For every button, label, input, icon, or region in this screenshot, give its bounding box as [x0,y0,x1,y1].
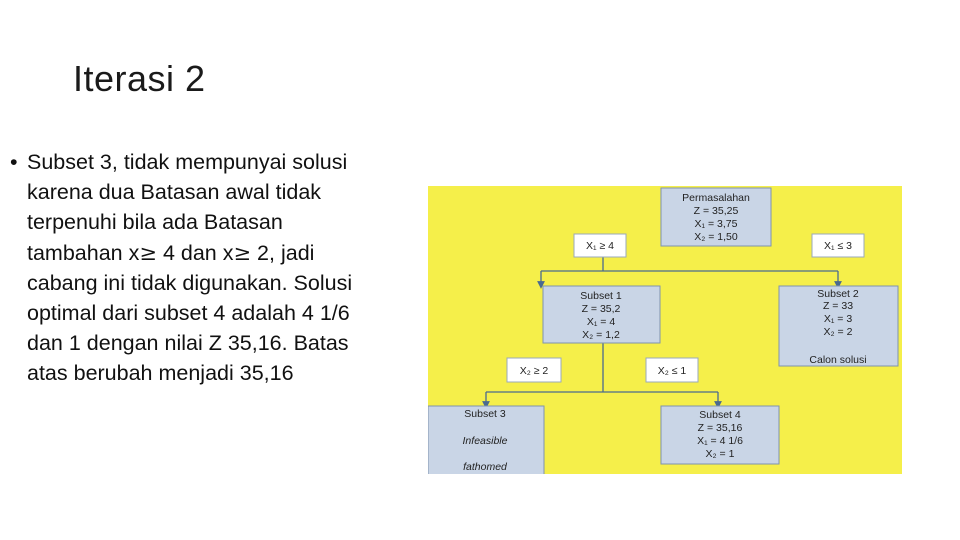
bullet-line-4-part-b: 4 dan x [156,240,234,265]
bullet-line-2: karena dua Batasan awal tidak [27,180,322,205]
ge-symbol-1: ≥ [139,240,157,265]
subset-1-x2: X₂ = 1,2 [582,329,620,341]
branch-and-bound-tree-diagram [428,186,902,474]
bullet-line-8: atas berubah menjadi 35,16 [27,361,294,386]
subset-1-node [543,286,660,343]
root-x1: X₁ = 3,75 [694,218,738,230]
subset-2-node [779,286,898,366]
bullet-marker: • [10,150,18,174]
label-x2-ge-2-text: X₂ ≥ 2 [519,365,549,377]
subset-4-title: Subset 4 [699,409,741,421]
subset-3-status-infeasible: Infeasible [462,435,508,447]
subset-2-title: Subset 2 [817,288,859,300]
subset-3-status-fathomed: fathomed [463,461,507,473]
bullet-line-3: terpenuhi bila ada Batasan [27,210,283,235]
label-x2-le-1 [646,358,698,382]
label-x2-ge-2 [507,358,561,382]
subset-4-x1: X₁ = 4 1/6 [697,435,743,447]
subset-2-x2: X₂ = 2 [823,326,853,338]
subset-1-title: Subset 1 [580,290,622,302]
subset-1-z: Z = 35,2 [581,303,621,315]
subset-2-x1: X₁ = 3 [823,313,853,325]
bullet-line-5: cabang ini tidak digunakan. Solusi [27,270,353,295]
bullet-line-4 [27,238,422,268]
subset-3-title: Subset 3 [464,408,506,420]
subset-4-node [661,406,779,464]
subset-2-status: Calon solusi [809,354,867,366]
root-title: Permasalahan [682,192,750,204]
root-z: Z = 35,25 [693,205,739,217]
slide-title: Iterasi 2 [73,58,206,99]
label-x1-ge-4 [574,234,626,257]
ge-symbol-2: ≥ [233,240,252,265]
label-x1-le-3-text: X₁ ≤ 3 [824,240,852,252]
subset-3-node [428,406,544,474]
bullet-line-4-part-a: tambahan x [27,240,140,265]
subset-2-z: Z = 33 [822,300,854,312]
subset-1-x1: X₁ = 4 [586,316,616,328]
root-node [661,188,771,246]
bullet-line-7: dan 1 dengan nilai Z 35,16. Batas [27,331,349,356]
bullet-line-4-part-c: 2, jadi [251,240,315,265]
label-x1-ge-4-text: X₁ ≥ 4 [586,240,614,252]
label-x2-le-1-text: X₂ ≤ 1 [657,365,687,377]
subset-4-z: Z = 35,16 [697,422,743,434]
label-x1-le-3 [812,234,864,257]
bullet-line-1: Subset 3, tidak mempunyai solusi [27,150,348,174]
bullet-line-6: optimal dari subset 4 adalah 4 1/6 [27,301,350,326]
subset-4-x2: X₂ = 1 [705,448,735,460]
root-x2: X₂ = 1,50 [694,231,738,243]
bullet-paragraph [27,147,422,389]
